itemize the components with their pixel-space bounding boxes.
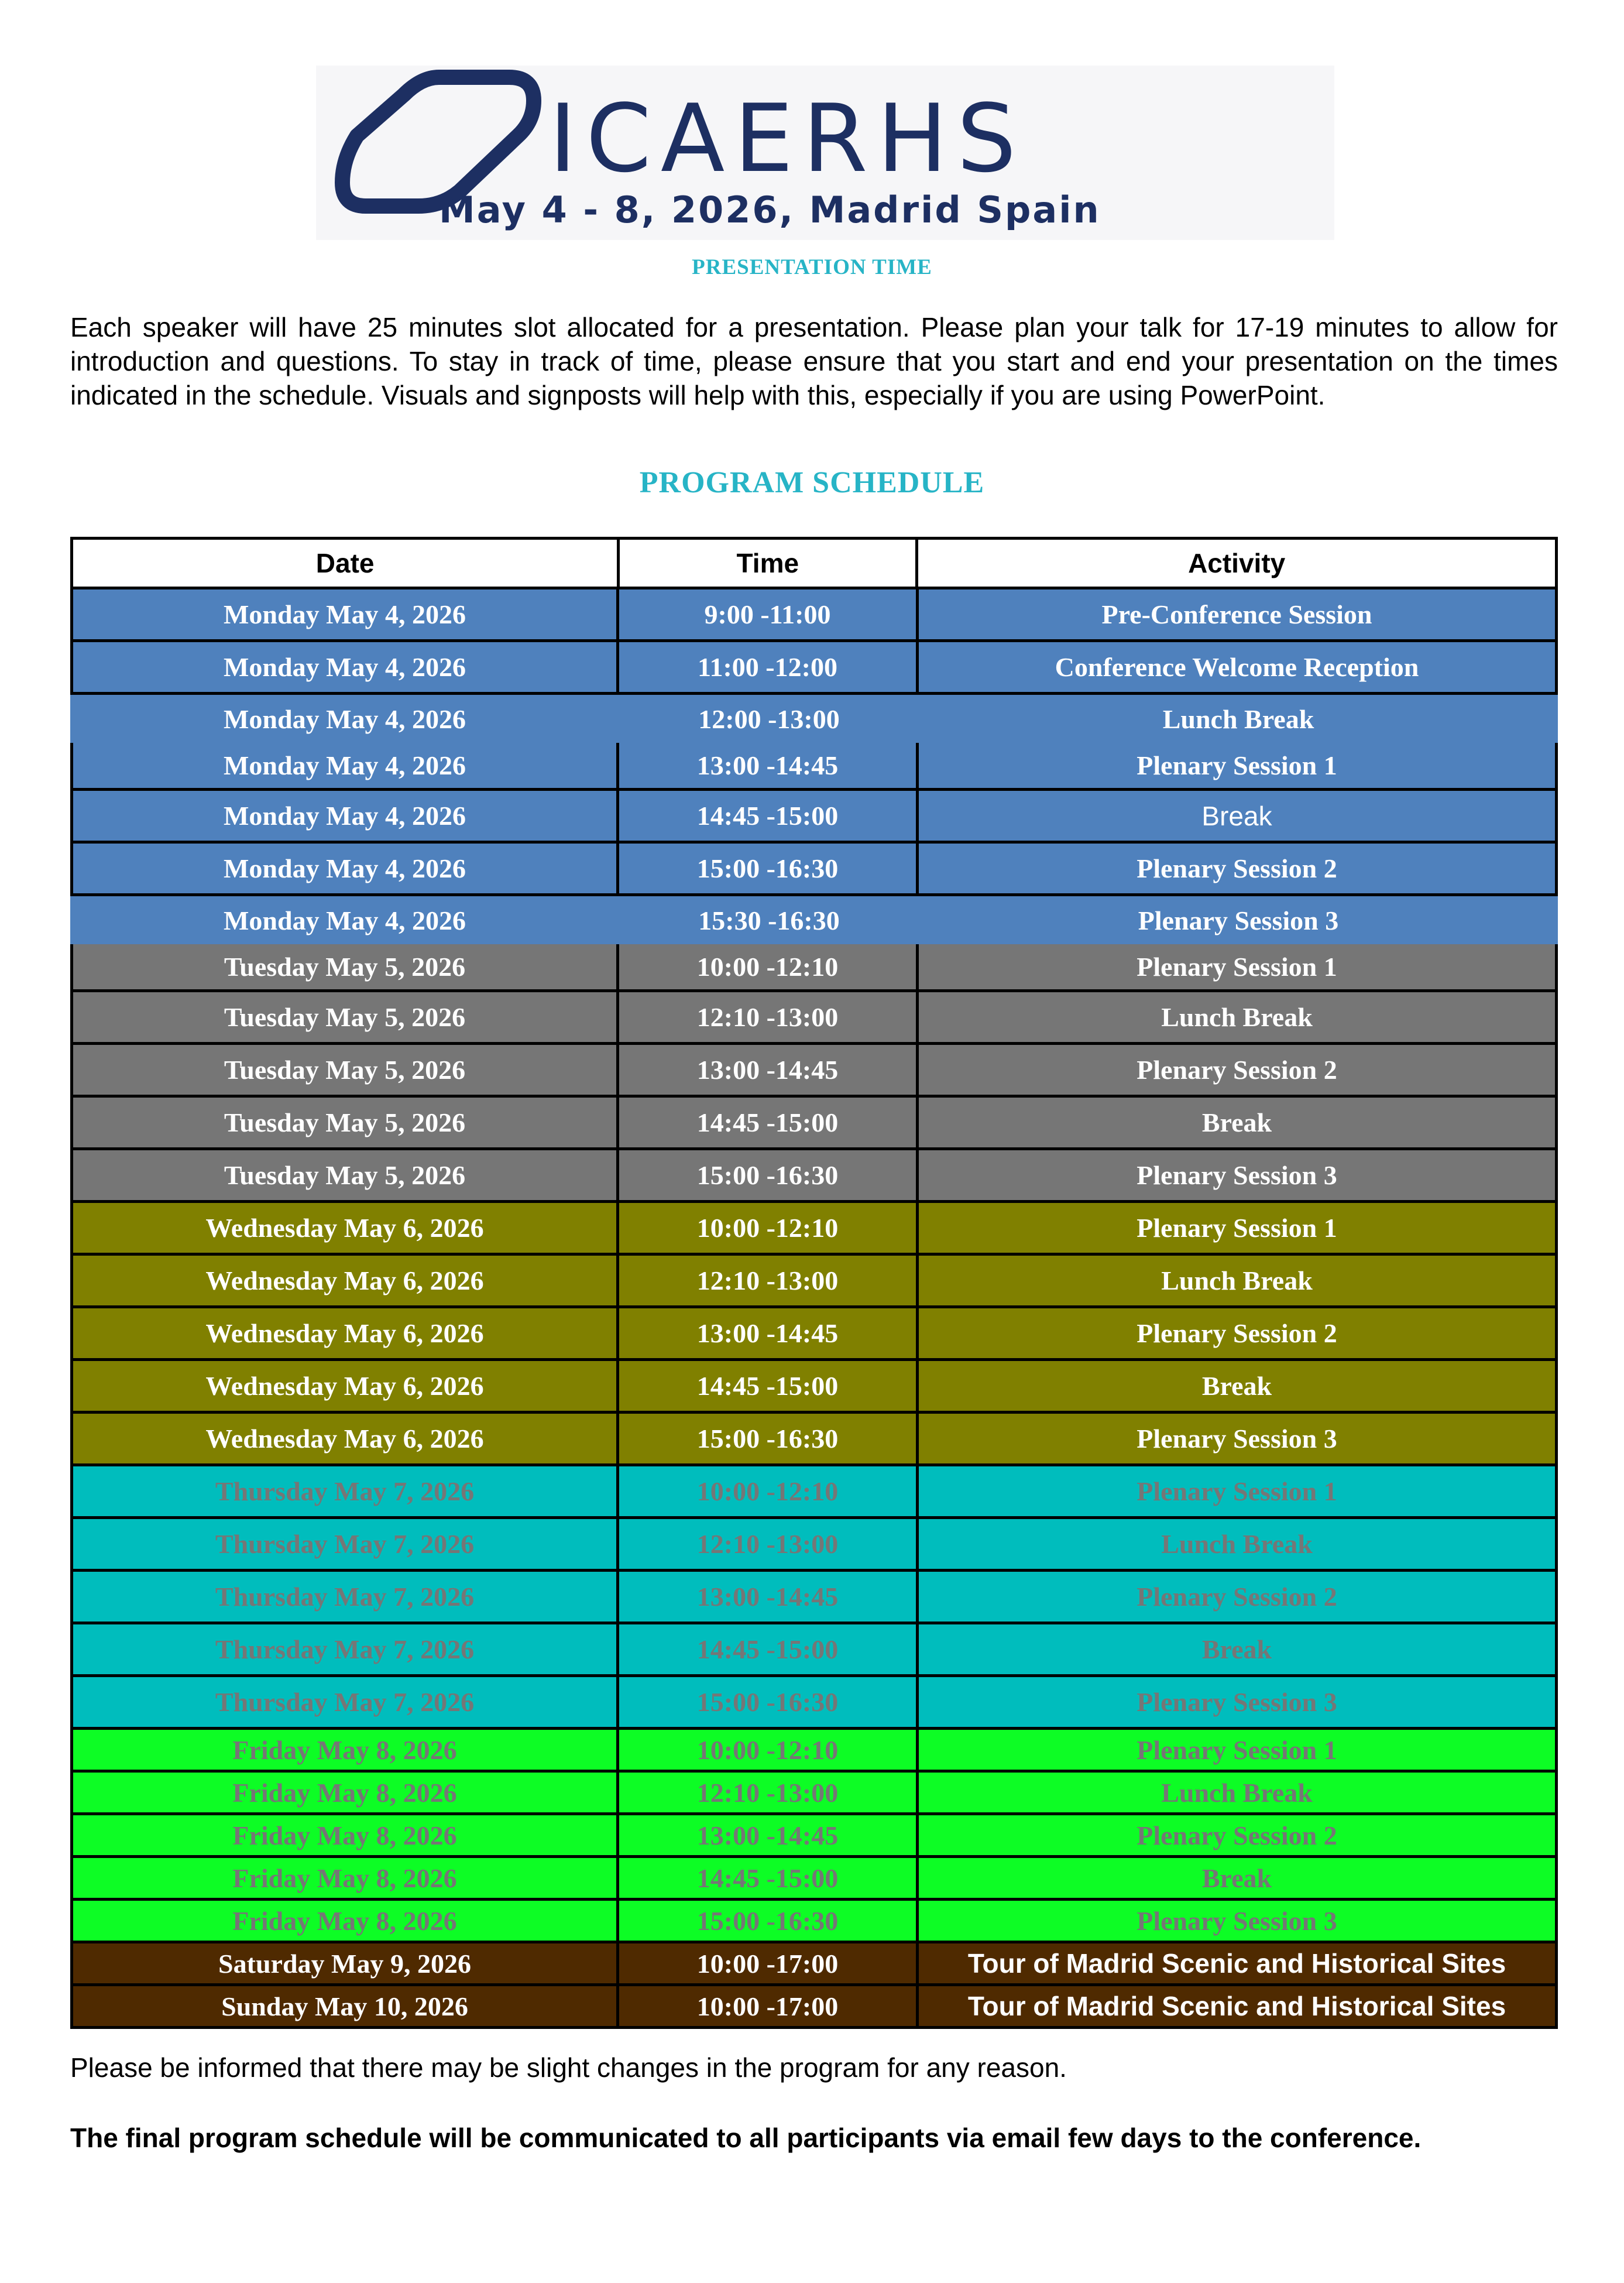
table-row: [70, 1815, 1558, 1858]
cell-time: 15:00 -16:30: [619, 844, 919, 893]
cell-date: Wednesday May 6, 2026: [70, 1361, 619, 1411]
cell-time: 12:10 -13:00: [619, 1773, 919, 1812]
cell-activity: Lunch Break: [1162, 704, 1314, 734]
conference-logo: [316, 66, 1334, 240]
cell-time: 14:45 -15:00: [619, 1098, 919, 1147]
table-row: [70, 1150, 1558, 1203]
cell-time: 13:00 -14:45: [619, 1045, 919, 1095]
cell-time: 12:10 -13:00: [619, 1256, 919, 1305]
cell-date: Monday May 4, 2026: [70, 743, 619, 788]
table-row: [70, 1624, 1558, 1677]
cell-date: Friday May 8, 2026: [70, 1858, 619, 1898]
table-body: [70, 589, 1558, 2029]
cell-time: 13:00 -14:45: [619, 1572, 919, 1622]
table-row: [70, 1858, 1558, 1901]
table-row: [70, 896, 1558, 944]
cell-activity: Lunch Break: [919, 1256, 1558, 1305]
cell-activity: Plenary Session 2: [919, 844, 1558, 893]
cell-date: Thursday May 7, 2026: [70, 1572, 619, 1622]
table-row: [70, 1045, 1558, 1098]
table-row: [70, 589, 1558, 642]
cell-activity: Conference Welcome Reception: [919, 642, 1558, 692]
table-header-row: [70, 537, 1558, 589]
cell-time: 10:00 -17:00: [619, 1943, 919, 1983]
cell-time: 15:00 -16:30: [619, 1150, 919, 1200]
cell-activity: Plenary Session 1: [919, 1730, 1558, 1770]
cell-time: 12:00 -13:00: [698, 704, 840, 734]
table-row: [70, 1943, 1558, 1986]
cell-time: 10:00 -17:00: [619, 1986, 919, 2026]
logo-name: ICAERHS: [549, 84, 1026, 193]
intro-paragraph: Each speaker will have 25 minutes slot allocated for a presentation. Please plan your talk for 17-19 minutes to allow for introduction and questions. To stay in track of time, please ensure that you start and end your presentation on the times indicated in the schedule. Visuals and signposts will help with this, especially if you are using PowerPoint.: [70, 312, 1558, 410]
table-row: [70, 642, 1558, 695]
cell-time: 10:00 -12:10: [619, 1730, 919, 1770]
cell-activity: Plenary Session 1: [919, 944, 1558, 989]
cell-activity: Plenary Session 2: [919, 1815, 1558, 1855]
header-date: Date: [73, 540, 620, 587]
table-row: [70, 1773, 1558, 1815]
cell-date: Monday May 4, 2026: [70, 642, 619, 692]
cell-time: 12:10 -13:00: [619, 1519, 919, 1569]
table-row: [70, 1901, 1558, 1943]
cell-date: Thursday May 7, 2026: [70, 1624, 619, 1674]
cell-time: 15:30 -16:30: [698, 905, 840, 935]
table-row: [70, 1256, 1558, 1308]
cell-date: Friday May 8, 2026: [70, 1730, 619, 1770]
cell-activity: Plenary Session 2: [919, 1572, 1558, 1622]
cell-activity: Lunch Break: [919, 1519, 1558, 1569]
cell-time: 11:00 -12:00: [619, 642, 919, 692]
cell-date: Friday May 8, 2026: [70, 1773, 619, 1812]
cell-date: Friday May 8, 2026: [70, 1901, 619, 1941]
cell-time: 9:00 -11:00: [619, 589, 919, 639]
cell-activity: Break: [919, 1624, 1558, 1674]
cell-activity: Lunch Break: [919, 1773, 1558, 1812]
table-row: [70, 1519, 1558, 1572]
cell-date: Tuesday May 5, 2026: [70, 992, 619, 1042]
cell-activity: Plenary Session 3: [919, 1901, 1558, 1941]
schedule-table: [70, 537, 1558, 2029]
cell-time: 10:00 -12:10: [619, 944, 919, 989]
cell-time: 14:45 -15:00: [619, 1858, 919, 1898]
cell-time: 12:10 -13:00: [619, 992, 919, 1042]
cell-activity: Plenary Session 1: [919, 1466, 1558, 1516]
cell-date: Thursday May 7, 2026: [70, 1466, 619, 1516]
cell-time: 15:00 -16:30: [619, 1414, 919, 1463]
program-schedule-heading: PROGRAM SCHEDULE: [639, 466, 985, 499]
cell-activity: Break: [919, 1858, 1558, 1898]
cell-activity: Break: [919, 791, 1558, 841]
changes-note: Please be informed that there may be slight changes in the program for any reason.: [70, 2052, 1067, 2083]
cell-time: 14:45 -15:00: [619, 791, 919, 841]
cell-activity: Tour of Madrid Scenic and Historical Sites: [919, 1943, 1558, 1983]
table-row: [70, 1414, 1558, 1466]
header-time: Time: [620, 540, 918, 587]
table-row: [70, 695, 1558, 743]
logo-subtitle: May 4 - 8, 2026, Madrid Spain: [439, 188, 1101, 231]
cell-date: Tuesday May 5, 2026: [70, 1098, 619, 1147]
cell-date: Wednesday May 6, 2026: [70, 1414, 619, 1463]
cell-activity: Plenary Session 2: [919, 1045, 1558, 1095]
cell-activity: Pre-Conference Session: [919, 589, 1558, 639]
table-row: [70, 743, 1558, 791]
table-row: [70, 1572, 1558, 1624]
table-row: [70, 1203, 1558, 1256]
cell-activity: Plenary Session 2: [919, 1308, 1558, 1358]
cell-date: Thursday May 7, 2026: [70, 1519, 619, 1569]
cell-date: Wednesday May 6, 2026: [70, 1203, 619, 1253]
table-row: [70, 791, 1558, 844]
logo-graphic: [316, 66, 1334, 240]
table-row: [70, 1308, 1558, 1361]
cell-activity: Lunch Break: [919, 992, 1558, 1042]
cell-activity: Plenary Session 1: [919, 1203, 1558, 1253]
cell-time: 14:45 -15:00: [619, 1361, 919, 1411]
cell-activity: Tour of Madrid Scenic and Historical Sites: [919, 1986, 1558, 2026]
final-schedule-note: The final program schedule will be communicated to all participants via email few days to the conference.: [70, 2123, 1422, 2153]
cell-time: 10:00 -12:10: [619, 1466, 919, 1516]
cell-activity: Break: [919, 1098, 1558, 1147]
cell-activity: Plenary Session 3: [919, 1677, 1558, 1727]
cell-date: Tuesday May 5, 2026: [70, 1045, 619, 1095]
cell-time: 14:45 -15:00: [619, 1624, 919, 1674]
cell-date: Sunday May 10, 2026: [70, 1986, 619, 2026]
table-row: [70, 1098, 1558, 1150]
cell-date: Saturday May 9, 2026: [70, 1943, 619, 1983]
table-row: [70, 1677, 1558, 1730]
table-row: [70, 1361, 1558, 1414]
cell-activity: Plenary Session 3: [919, 1150, 1558, 1200]
cell-date: Thursday May 7, 2026: [70, 1677, 619, 1727]
table-row: [70, 1730, 1558, 1773]
cell-date: Monday May 4, 2026: [224, 704, 466, 734]
logo-shape-icon: [342, 77, 534, 206]
table-row: [70, 944, 1558, 992]
cell-time: 15:00 -16:30: [619, 1677, 919, 1727]
cell-time: 15:00 -16:30: [619, 1901, 919, 1941]
header-activity: Activity: [1188, 548, 1286, 578]
cell-time: 10:00 -12:10: [619, 1203, 919, 1253]
cell-time: 13:00 -14:45: [619, 1308, 919, 1358]
cell-time: 13:00 -14:45: [619, 1815, 919, 1855]
cell-date: Monday May 4, 2026: [70, 844, 619, 893]
cell-activity: Break: [919, 1361, 1558, 1411]
cell-time: 13:00 -14:45: [619, 743, 919, 788]
cell-date: Friday May 8, 2026: [70, 1815, 619, 1855]
cell-date: Monday May 4, 2026: [224, 905, 466, 935]
cell-date: Monday May 4, 2026: [70, 791, 619, 841]
table-row: [70, 844, 1558, 896]
table-row: [70, 992, 1558, 1045]
cell-activity: Plenary Session 3: [1138, 905, 1339, 935]
presentation-time-heading: PRESENTATION TIME: [692, 255, 932, 279]
cell-date: Tuesday May 5, 2026: [70, 944, 619, 989]
cell-activity: Plenary Session 1: [919, 743, 1558, 788]
cell-date: Wednesday May 6, 2026: [70, 1308, 619, 1358]
table-row: [70, 1466, 1558, 1519]
cell-date: Monday May 4, 2026: [70, 589, 619, 639]
cell-date: Tuesday May 5, 2026: [70, 1150, 619, 1200]
table-row: [70, 1986, 1558, 2029]
cell-date: Wednesday May 6, 2026: [70, 1256, 619, 1305]
cell-activity: Plenary Session 3: [919, 1414, 1558, 1463]
